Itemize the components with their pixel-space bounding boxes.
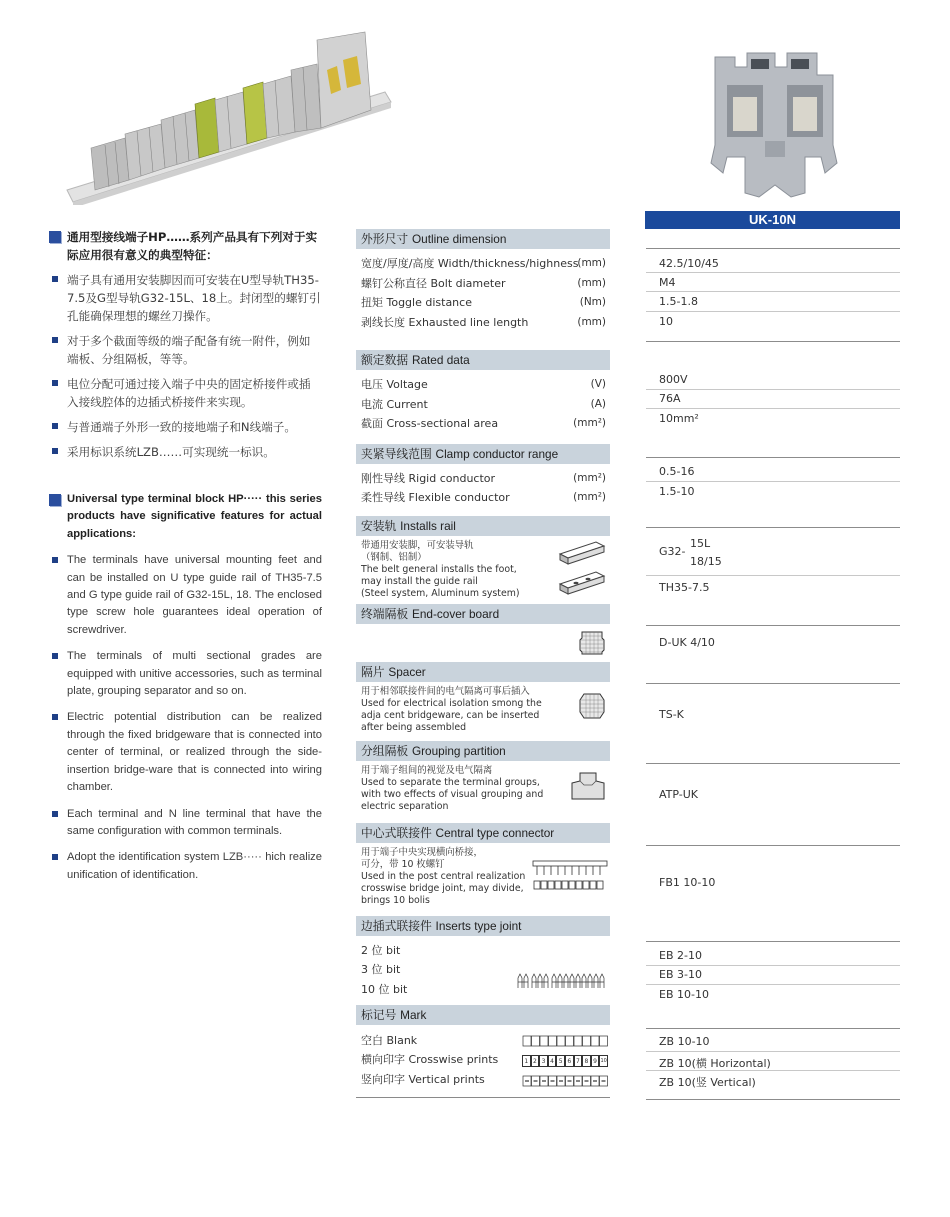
- feature-item-cn-text: 电位分配可通过接入端子中央的固定桥接件或插入接线腔体的边插式桥接件来实现。: [67, 377, 311, 409]
- end-cover-icon: [578, 630, 606, 656]
- row-divider: [646, 481, 900, 482]
- bullet-square-icon: [49, 494, 61, 506]
- feature-item-cn-text: 对于多个截面等级的端子配备有统一附件，例如端板、分组隔板，等等。: [67, 334, 311, 366]
- mark-rows: [356, 1025, 610, 1098]
- section-title-en: Clamp conductor range: [435, 446, 559, 461]
- desc-line: may install the guide rail: [361, 576, 478, 588]
- section-title-en: Inserts type joint: [435, 918, 522, 933]
- spec-value: M4: [659, 276, 676, 289]
- mark-cell: 8: [582, 1055, 591, 1067]
- section-header-endcover: [356, 604, 610, 624]
- desc-line: with two effects of visual grouping and: [361, 788, 544, 800]
- feature-item-en: [48, 806, 322, 841]
- section-title-cn: 终端隔板: [361, 606, 409, 621]
- grouping-partition-icon: [568, 771, 608, 803]
- mark-cell: 9: [591, 1055, 600, 1067]
- section-title-cn: 分组隔板: [361, 743, 409, 758]
- spec-table: [356, 229, 610, 1098]
- feature-item-en-text: Electric potential distribution can be realized through the fixed bridgeware that is connected into center of terminal, or realized through the side-insertion bridge-ware that is connected into wiring chamber.: [67, 711, 322, 794]
- desc-line: The belt general installs the foot,: [361, 563, 517, 575]
- bullet-square-icon: [52, 276, 58, 282]
- row-divider: [646, 763, 900, 764]
- spec-label: 扭矩 Toggle distance: [361, 296, 472, 309]
- spec-label: 10 位 bit: [361, 982, 408, 996]
- row-divider: [646, 1099, 900, 1100]
- spec-unit: (Nm): [579, 296, 606, 308]
- spec-label: 电压 Voltage: [361, 378, 428, 391]
- spec-unit: (mm): [577, 315, 606, 328]
- model-title: UK-10N: [645, 211, 900, 229]
- mark-cell: 5: [556, 1055, 565, 1067]
- spec-label: 宽度/厚度/高度 Width/thickness/highness: [361, 257, 579, 270]
- section-title-en: Grouping partition: [411, 743, 506, 758]
- bullet-square-icon: [52, 557, 58, 563]
- features-chinese: [48, 228, 322, 461]
- spacer-description: [356, 682, 610, 741]
- spec-value: EB 10-10: [659, 988, 709, 1001]
- section-title-cn: 额定数据: [361, 353, 409, 367]
- feature-item-cn: [48, 443, 322, 461]
- row-divider: [646, 311, 900, 312]
- section-title-en: End-cover board: [411, 606, 500, 621]
- spec-label: 3 位 bit: [361, 963, 401, 976]
- desc-line: electric separation: [361, 801, 449, 813]
- features-english: [48, 491, 322, 884]
- mark-cell: 10: [599, 1055, 608, 1067]
- spec-row: [356, 274, 610, 294]
- desc-line: crosswise bridge joint, may divide,: [361, 883, 524, 895]
- spec-label: 电流 Current: [361, 397, 428, 411]
- section-title-cn: 中心式联接件: [361, 825, 432, 840]
- spacer-icon: [578, 692, 606, 720]
- row-divider: [646, 984, 900, 985]
- spec-row: [356, 293, 610, 313]
- mark-vertical-strip-icon: [522, 1075, 608, 1087]
- row-divider: [646, 457, 900, 458]
- row-divider: [646, 845, 900, 846]
- spec-value: TS-K: [659, 708, 684, 721]
- spec-row: [356, 941, 610, 961]
- section-header-outline: [356, 229, 610, 249]
- desc-line: 带通用安装脚，可安装导轨: [361, 539, 474, 551]
- section-header-inserts: [356, 916, 610, 936]
- spec-label: 螺钉公称直径 Bolt diameter: [361, 276, 506, 290]
- row-divider: [646, 408, 900, 409]
- spec-value: FB1 10-10: [659, 876, 716, 889]
- section-title-en: Mark: [400, 1007, 427, 1022]
- bullet-square-icon: [52, 653, 58, 659]
- spec-unit: (mm²): [573, 471, 606, 484]
- spec-label: 2 位 bit: [361, 943, 401, 957]
- bullet-square-icon: [49, 231, 61, 243]
- feature-item-cn: [48, 418, 322, 436]
- feature-item-en: [48, 709, 322, 796]
- spec-unit: (V): [590, 378, 606, 390]
- feature-lead-cn-text: 通用型接线端子HP……系列产品具有下列对于实际应用很有意义的典型特征：: [67, 230, 318, 262]
- section-header-clamp: [356, 444, 610, 464]
- spec-label: 竖向印字 Vertical prints: [361, 1072, 485, 1086]
- spec-row: [356, 375, 610, 395]
- section-title-en: Rated data: [411, 353, 470, 367]
- feature-lead-en: [48, 491, 322, 543]
- terminal-rail-assembly-image: [65, 30, 395, 205]
- desc-line: adja cent bridgeware, can be inserted: [361, 709, 540, 721]
- feature-item-en-text: The terminals have universal mounting feet and can be installed on U type guide rail of TH35-7.5 and G type guide rail of G32-15L, 18. The enclosed type screw hole guarantees ideal operation of screwdriver.: [67, 554, 322, 636]
- mark-blank-strip-icon: [522, 1035, 608, 1047]
- row-divider: [646, 965, 900, 966]
- section-title-en: Central type connector: [435, 825, 555, 840]
- desc-line: 用于端子组间的视觉及电气隔离: [361, 764, 493, 776]
- row-divider: [646, 575, 900, 576]
- feature-lead-cn: [48, 228, 322, 264]
- section-header-spacer: [356, 662, 610, 682]
- bullet-square-icon: [52, 337, 58, 343]
- desc-line: (Steel system, Aluminum system): [361, 588, 520, 600]
- bullet-square-icon: [52, 714, 58, 720]
- spec-row: [356, 254, 610, 274]
- mark-cell: 6: [565, 1055, 574, 1067]
- spec-row: [356, 414, 610, 434]
- spec-value: 800V: [659, 373, 688, 386]
- spec-value: 76A: [659, 392, 681, 405]
- section-title-en: Outline dimension: [411, 232, 507, 246]
- row-divider: [646, 1051, 900, 1052]
- spec-value: 1.5-10: [659, 485, 695, 498]
- spec-value: 42.5/10/45: [659, 257, 719, 270]
- spec-label: 横向印字 Crosswise prints: [361, 1053, 499, 1066]
- feature-item-en-text: The terminals of multi sectional grades are equipped with unitive accessories, such as terminal plate, grouping separator and so on.: [67, 650, 322, 698]
- mark-cell: 7: [574, 1055, 583, 1067]
- section-header-rated: [356, 350, 610, 370]
- bullet-square-icon: [52, 854, 58, 860]
- spec-label: 剥线长度 Exhausted line length: [361, 315, 529, 329]
- desc-line: 可分，带 10 枚螺钉: [361, 858, 445, 870]
- inserts-joint-icon: [516, 970, 608, 990]
- row-divider: [646, 248, 900, 249]
- row-divider: [646, 683, 900, 684]
- feature-item-en: [48, 552, 322, 639]
- spec-value: ZB 10(竖 Vertical): [659, 1076, 756, 1089]
- rail-th35-value: TH35-7.5: [659, 581, 710, 594]
- row-divider: [646, 389, 900, 390]
- feature-item-en-text: Each terminal and N line terminal that have the same configuration with common terminals.: [67, 807, 322, 837]
- features-column: [48, 228, 322, 893]
- spec-value: D-UK 4/10: [659, 636, 715, 649]
- mark-crosswise-strip: [522, 1055, 608, 1067]
- section-title-cn: 安装轨: [361, 518, 397, 533]
- desc-line: （钢制、铝制）: [361, 551, 427, 563]
- row-divider: [646, 291, 900, 292]
- feature-item-en: [48, 849, 322, 884]
- feature-item-cn: [48, 332, 322, 368]
- section-title-en: Installs rail: [400, 518, 456, 533]
- mark-cell: 4: [548, 1055, 557, 1067]
- spec-label: 刚性导线 Rigid conductor: [361, 471, 496, 485]
- row-divider: [646, 527, 900, 528]
- desc-line: Used to separate the terminal groups,: [361, 776, 540, 788]
- feature-item-en-text: Adopt the identification system LZB····· hich realize unification of identification.: [67, 851, 322, 881]
- feature-item-cn-text: 端子具有通用安装脚因而可安装在U型导轨TH35-7.5及G型导轨G32-15L、18上。封闭型的螺钉引孔能确保理想的螺丝刀操作。: [67, 273, 321, 323]
- spec-value: 10mm²: [659, 412, 699, 425]
- spec-row: [356, 395, 610, 415]
- row-divider: [646, 341, 900, 342]
- spec-label: 空白 Blank: [361, 1033, 418, 1047]
- rail-description: [356, 536, 610, 604]
- row-divider: [646, 625, 900, 626]
- row-divider: [646, 941, 900, 942]
- feature-item-cn-text: 采用标识系统LZB……可实现统一标识。: [67, 445, 275, 459]
- feature-item-cn: [48, 271, 322, 325]
- section-title-cn: 夹紧导线范围: [361, 446, 432, 461]
- spec-row: [356, 488, 610, 508]
- desc-line: 用于相邻联接件间的电气隔离可事后插入: [361, 685, 530, 697]
- section-title-cn: 标记号: [361, 1007, 397, 1022]
- desc-line: after being assembled: [361, 722, 467, 734]
- central-connector-icon: [531, 857, 609, 893]
- spec-label: 截面 Cross-sectional area: [361, 417, 499, 430]
- spec-value: 10: [659, 315, 673, 328]
- section-title-cn: 外形尺寸: [361, 232, 409, 246]
- section-title-cn: 隔片: [361, 664, 385, 679]
- inserts-rows: [356, 936, 610, 1005]
- spec-unit: (mm²): [573, 417, 606, 429]
- bullet-square-icon: [52, 448, 58, 454]
- spec-value: ZB 10(横 Horizontal): [659, 1057, 771, 1070]
- row-divider: [646, 272, 900, 273]
- section-title-en: Spacer: [388, 664, 426, 679]
- spec-value: EB 3-10: [659, 968, 702, 981]
- spec-row: [356, 469, 610, 489]
- feature-lead-en-text: Universal type terminal block HP····· this series products have significative features for actual applications:: [67, 493, 322, 540]
- desc-line: Used for electrical isolation smong the: [361, 697, 542, 709]
- spec-unit: (mm): [577, 276, 606, 289]
- rail-g32-upper: 15L: [690, 537, 711, 550]
- bullet-square-icon: [52, 423, 58, 429]
- mark-cell: 1: [522, 1055, 531, 1067]
- spec-value: 0.5-16: [659, 465, 695, 478]
- spec-unit: (mm): [577, 257, 606, 269]
- section-header-central: [356, 823, 610, 843]
- spec-unit: (mm²): [573, 491, 606, 503]
- spec-value: 1.5-1.8: [659, 295, 698, 308]
- section-header-mark: [356, 1005, 610, 1025]
- spec-value: ATP-UK: [659, 788, 699, 801]
- bullet-square-icon: [52, 811, 58, 817]
- grouping-description: [356, 761, 610, 823]
- spec-label: 柔性导线 Flexible conductor: [361, 491, 510, 504]
- spec-row: [356, 313, 610, 333]
- section-title-cn: 边插式联接件: [361, 918, 432, 933]
- spec-value: EB 2-10: [659, 949, 702, 962]
- uk-10n-terminal-image: [705, 45, 845, 203]
- desc-line: 用于端子中央实现横向桥接，: [361, 846, 483, 858]
- section-header-rail: [356, 516, 610, 536]
- row-divider: [646, 1028, 900, 1029]
- spec-unit: (A): [590, 397, 606, 410]
- spec-value: ZB 10-10: [659, 1035, 710, 1048]
- din-rail-icon: [556, 540, 608, 602]
- rail-g32-lower: 18/15: [690, 555, 722, 568]
- mark-cell: 2: [531, 1055, 540, 1067]
- rail-g32-prefix: G32-: [659, 545, 686, 558]
- desc-line: Used in the post central realization: [361, 870, 526, 882]
- desc-line: brings 10 bolis: [361, 895, 430, 907]
- feature-item-cn: [48, 375, 322, 411]
- endcover-area: [356, 624, 610, 662]
- feature-item-en: [48, 648, 322, 700]
- feature-item-cn-text: 与普通端子外形一致的接地端子和N线端子。: [67, 420, 296, 434]
- bullet-square-icon: [52, 380, 58, 386]
- mark-cell: 3: [539, 1055, 548, 1067]
- central-description: [356, 843, 610, 916]
- section-header-grouping: [356, 741, 610, 761]
